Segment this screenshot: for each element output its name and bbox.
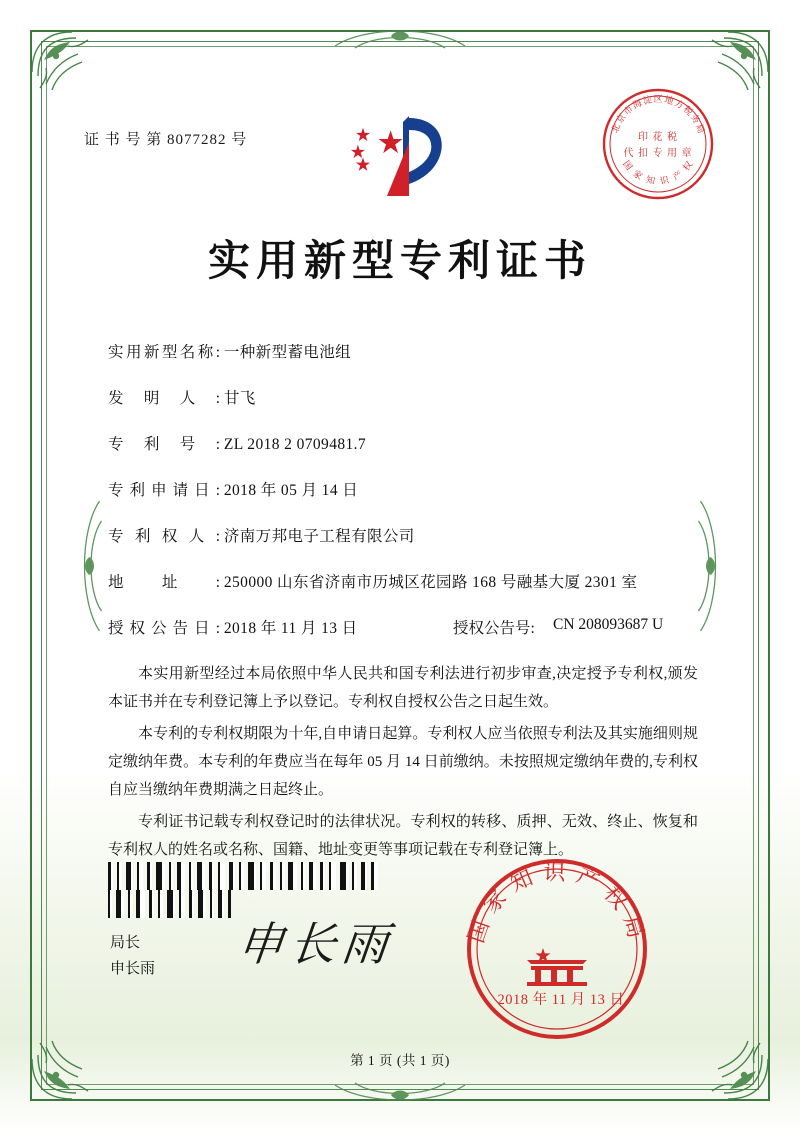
seal-date: 2018 年 11 月 13 日 — [497, 992, 625, 1008]
cnipa-logo-icon — [325, 104, 475, 204]
field-label-grant-date: 授权公告日: — [108, 620, 220, 637]
fields-block — [108, 340, 708, 662]
field-label-patent-number: 专利号: — [108, 436, 220, 453]
field-value-inventor: 甘飞 — [223, 390, 256, 407]
edge-ornament-icon — [76, 491, 111, 641]
paragraph-2: 本专利的专利权期限为十年,自申请日起算。专利权人应当依照专利法及其实施细则规定缴纳年费。本专利的年费应当在每年 05 月 14 日前缴纳。未按照规定缴纳年费的,专利权自应当缴纳年费期满之日起终止。 — [108, 726, 698, 798]
field-label-address: 地址: — [108, 574, 220, 591]
field-row — [108, 570, 708, 616]
field-value-grant-number: CN 208093687 U — [553, 616, 664, 633]
field-value-patentee: 济南万邦电子工程有限公司 — [223, 528, 415, 545]
page-title: 实用新型专利证书 — [207, 236, 592, 285]
field-row — [108, 524, 708, 570]
edge-ornament-icon — [325, 1074, 475, 1109]
svg-text:北京市海淀区地方税务局: 北京市海淀区地方税务局 — [610, 94, 706, 137]
svg-text:国 家 知 识 产 权: 国 家 知 识 产 权 — [620, 158, 697, 188]
edge-ornament-icon — [325, 22, 475, 57]
certificate-number: 证 书 号 第 8077282 号 — [84, 132, 248, 148]
barcode — [108, 862, 378, 890]
field-label-application-date: 专利申请日: — [108, 482, 220, 499]
signature-block — [110, 930, 155, 982]
field-value-address: 250000 山东省济南市历城区花园路 168 号融基大厦 2301 室 — [223, 574, 638, 591]
field-value-utility-model-name: 一种新型蓄电池组 — [223, 344, 352, 361]
legal-text-block — [108, 660, 698, 868]
tax-stamp-line-2: 代 扣 专 用 章 — [623, 148, 693, 159]
tax-stamp-seal — [600, 86, 716, 202]
field-label-patentee: 专利权人: — [108, 528, 220, 545]
tax-stamp-line-1: 印 花 税 — [638, 132, 678, 143]
page-footer: 第 1 页 (共 1 页) — [350, 1053, 450, 1068]
field-row — [108, 340, 708, 386]
field-label-grant-number: 授权公告号: — [453, 620, 535, 637]
paragraph-1: 本实用新型经过本局依照中华人民共和国专利法进行初步审查,决定授予专利权,颁发本证书并在专利登记簿上予以登记。专利权自授权公告之日起生效。 — [108, 666, 698, 710]
field-label-utility-model-name: 实用新型名称: — [108, 344, 220, 361]
field-value-application-date: 2018 年 05 月 14 日 — [223, 482, 359, 499]
field-label-inventor: 发明人: — [108, 390, 220, 407]
svg-text:国家知识产权局: 国家知识产权局 — [464, 860, 650, 950]
field-row — [108, 478, 708, 524]
field-value-patent-number: ZL 2018 2 0709481.7 — [223, 436, 367, 453]
paragraph-3: 专利证书记载专利权登记时的法律状况。专利权的转移、质押、无效、终止、恢复和专利权人的姓名或名称、国籍、地址变更等事项记载在专利登记簿上。 — [108, 814, 698, 858]
signature-name: 申长雨 — [110, 961, 156, 977]
field-row — [108, 432, 708, 478]
official-seal — [464, 856, 650, 1042]
field-row-grant — [108, 616, 708, 662]
signature-role: 局长 — [110, 935, 141, 951]
corner-ornament-icon — [26, 26, 112, 112]
field-row — [108, 386, 708, 432]
field-value-grant-date: 2018 年 11 月 13 日 — [223, 620, 358, 637]
signature-handwriting: 申长雨 — [234, 917, 397, 971]
